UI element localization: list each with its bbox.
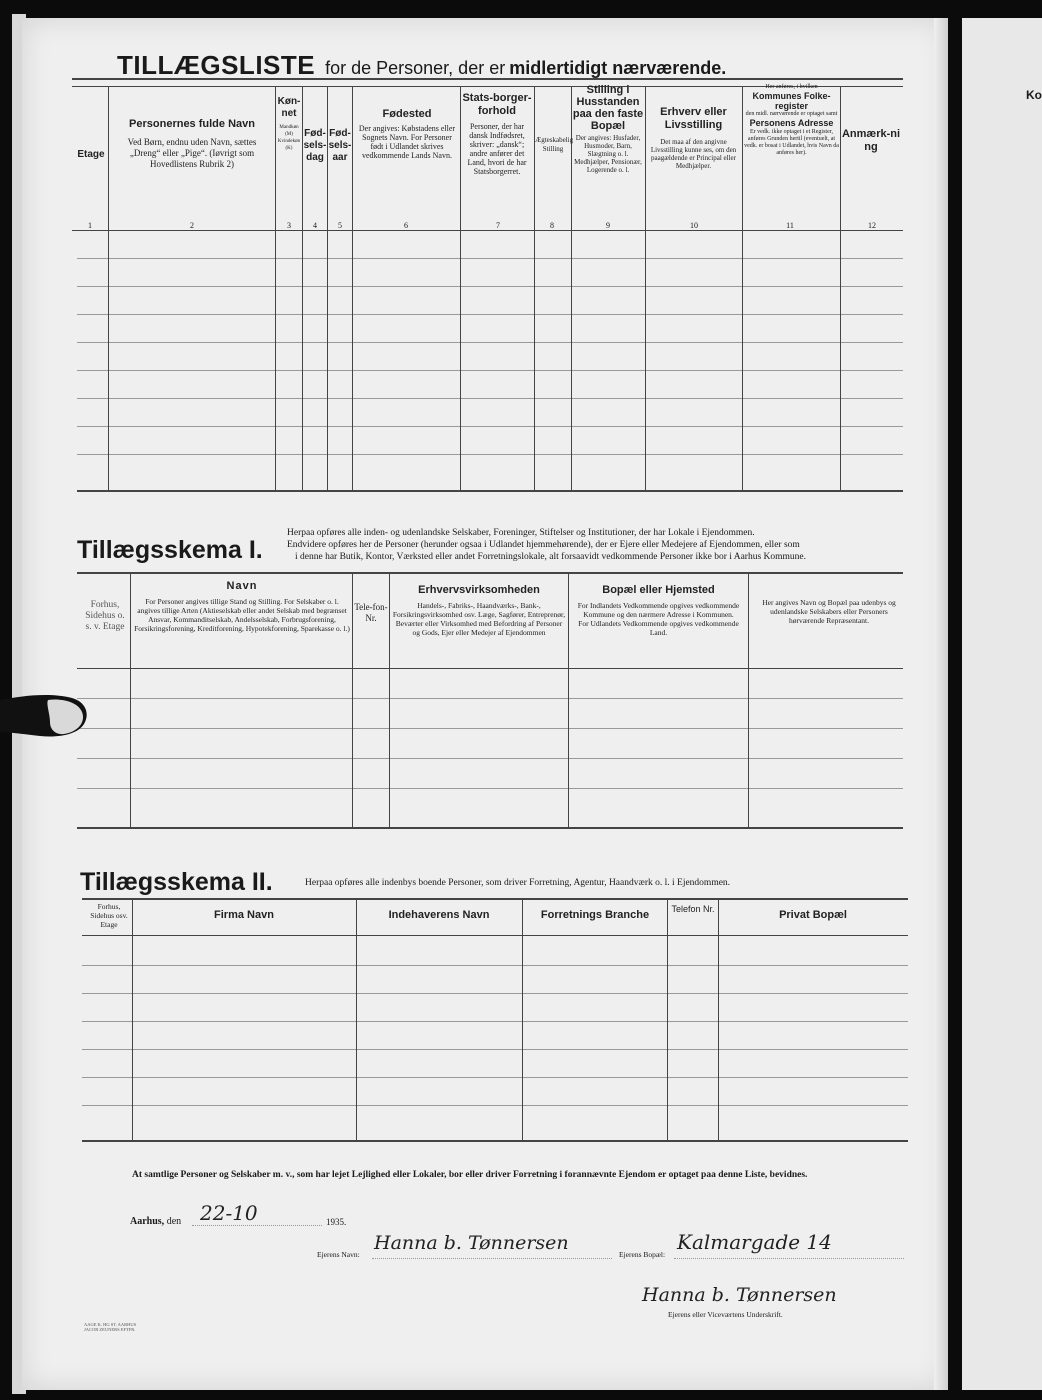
row-line xyxy=(77,370,903,371)
col-number: 6 xyxy=(404,221,408,230)
col-number: 2 xyxy=(190,221,194,230)
form-page xyxy=(22,18,948,1390)
row-line xyxy=(77,698,903,699)
col-number: 11 xyxy=(786,221,794,230)
rule xyxy=(77,572,903,574)
col-number: 7 xyxy=(496,221,500,230)
skema1-intro-line: i denne har Butik, Kontor, Værksted eller andet Forretningslokale, alt forsaavidt vedkommende Personer ikke bor i Aarhus Kommune. xyxy=(295,552,807,562)
owner-name-handwritten: Hanna b. Tønnersen xyxy=(374,1232,569,1254)
date-handwritten: 22-10 xyxy=(200,1201,258,1225)
col-header-koen: Køn-net Mandkøn (M) Kvindekøn (K) xyxy=(277,96,301,151)
declaration-text: At samtlige Personer og Selskaber m. v., som har lejet Lejlighed eller Lokaler, bor eller driver Forretning i forannævnte Ejendom er optaget paa denne Liste, bevidnes. xyxy=(132,1170,808,1180)
row-line xyxy=(77,728,903,729)
col-number: 8 xyxy=(550,221,554,230)
col-header-aegteskabelig: Ægteskabelig Stilling xyxy=(535,136,574,153)
skema2-col-privat-bopael: Privat Bopæl xyxy=(779,909,847,921)
skema1-col-navn: Navn For Personer angives tillige Stand og Stilling. For Selskaber o. l. angives tillige Arten (Aktieselskab eller andet Selskab med begrænset Ansvar, Kommanditselskab, Andelsselskab, Forbrugsforening, Forsikringsforening, Kreditforening, Hypotekforening, Sparekasse o. l.) xyxy=(134,580,350,633)
row-line xyxy=(77,258,903,259)
col-number: 1 xyxy=(88,221,92,230)
col-number: 9 xyxy=(606,221,610,230)
rule xyxy=(77,668,903,669)
col-number: 5 xyxy=(338,221,342,230)
skema2-col-telefon: Telefon Nr. xyxy=(671,904,715,914)
col-line xyxy=(132,898,133,1140)
col-header-etage: Etage xyxy=(77,149,105,160)
col-header-folkeregister: Her anføres, i hvilken Kommunes Folke-register den midl. nærværende er optaget samt Personens Adresse Er vedk. ikke optaget i et Register, anføres Grunden hertil (eventuelt, at vedk. er bosat i Udlandet, hvis Navn da anføres her). xyxy=(744,84,839,156)
skema1-title: Tillægsskema I. xyxy=(77,536,263,564)
year-label: 1935. xyxy=(326,1217,347,1227)
den-label: den xyxy=(166,1216,182,1227)
row-line xyxy=(77,426,903,427)
date-line-rule xyxy=(192,1225,322,1226)
signature-handwritten: Hanna b. Tønnersen xyxy=(642,1284,837,1306)
col-line xyxy=(645,86,646,490)
signature-label: Ejerens eller Viceværtens Underskrift. xyxy=(668,1310,783,1319)
skema2-col-firma: Firma Navn xyxy=(214,909,274,921)
col-number: 12 xyxy=(868,221,876,230)
skema2-intro: Herpaa opføres alle indenbys boende Personer, som driver Forretning, Agentur, Haandværk o. l. i Ejendommen. xyxy=(305,878,731,888)
row-line xyxy=(77,454,903,455)
row-line xyxy=(77,342,903,343)
skema1-col-erhverv: Erhvervsvirksomheden Handels-, Fabriks-, Haandværks-, Bank-, Forsikringsvirksomhed osv. Læge, Sagfører, Entreprenør, Beværter eller Virksomhed med Befordring af Personer og Gods, Ejer eller Medejer af Ejendommen xyxy=(392,584,566,637)
row-line xyxy=(77,286,903,287)
tillaegsliste-subtitle-pre: for de Personer, der er xyxy=(325,58,506,78)
skema2-col-branche: Forretnings Branche xyxy=(540,909,650,921)
col-header-foedselsdag: Fød-sels-dag xyxy=(303,128,327,163)
skema2-col-etage: Forhus, Sidehus osv. Etage xyxy=(90,902,128,929)
skema1-col-telefon: Tele-fon-Nr. xyxy=(354,602,388,623)
row-line xyxy=(77,314,903,315)
owner-name-rule xyxy=(372,1258,612,1259)
next-page xyxy=(962,18,1042,1390)
col-header-erhverv: Erhverv eller Livsstilling Det maa af den angivne Livsstilling kunne ses, om den paagældende er Principal eller Medhjælper. xyxy=(650,106,737,170)
page-binding-shadow xyxy=(934,18,948,1390)
owner-name-label: Ejerens Navn: xyxy=(317,1250,360,1259)
skema1-col-bopael: Bopæl eller Hjemsted For Indlandets Vedkommende opgives vedkommende Kommune og den nærmere Adresse i Kommunen. For Udlandets Vedkommende opgives vedkommende Land. xyxy=(577,584,740,637)
col-line xyxy=(667,898,668,1140)
col-line xyxy=(356,898,357,1140)
row-line xyxy=(82,993,908,994)
col-header-foedselsaar: Fød-sels-aar xyxy=(328,128,352,163)
col-header-foedested: Fødested Der angives: Købstadens eller Sognets Navn. For Personer født i Udlandet skrives vedkommende Lands Navn. xyxy=(358,108,456,160)
rule xyxy=(72,78,903,80)
col-header-stilling: Stilling i Husstanden paa den faste Bopæl Der angives: Husfader, Husmoder, Barn, Slægtning o. l. Medhjælper, Pensionær, Logerende o. l. xyxy=(572,84,644,174)
col-line xyxy=(748,572,749,827)
city-label: Aarhus, xyxy=(130,1216,165,1227)
skema1-col-etage: Forhus, Sidehus o. s. v. Etage xyxy=(85,600,125,632)
rule xyxy=(77,827,903,829)
skema2-title: Tillægsskema II. xyxy=(80,868,273,896)
col-number: 3 xyxy=(287,221,291,230)
row-line xyxy=(77,398,903,399)
col-line xyxy=(522,898,523,1140)
row-line xyxy=(82,965,908,966)
row-line xyxy=(82,1049,908,1050)
col-line xyxy=(460,86,461,490)
owner-address-handwritten: Kalmargade 14 xyxy=(677,1230,832,1254)
col-number: 4 xyxy=(313,221,317,230)
col-header-anmaerkning: Anmærk-ning xyxy=(841,128,901,153)
tillaegsliste-heading xyxy=(117,50,726,81)
row-line xyxy=(77,788,903,789)
col-number: 10 xyxy=(690,221,698,230)
owner-address-rule xyxy=(674,1258,904,1259)
next-page-fragment: Ko xyxy=(1026,88,1042,102)
col-line xyxy=(718,898,719,1140)
row-line xyxy=(82,1105,908,1106)
col-line xyxy=(130,572,131,827)
col-line xyxy=(352,86,353,490)
skema1-intro-line: Endvidere opføres her de Personer (herunder ogsaa i Udlandet hjemmehørende), der er Ejere eller Medejere af Ejendommen, eller som xyxy=(287,540,800,550)
tillaegsliste-title: TILLÆGSLISTE xyxy=(117,50,316,80)
col-line xyxy=(389,572,390,827)
skema2-col-indehaver: Indehaverens Navn xyxy=(388,909,490,921)
row-line xyxy=(82,1077,908,1078)
col-header-statsborger: Stats-borger-forhold Personer, der har dansk Indfødsret, skriver: „dansk“; andre anfører det Land, hvori de har Statsborgerret. xyxy=(462,92,532,176)
printer-imprint: AAGE K. HG ST. AARHUS JACOB ZEUNERS EFTFR. xyxy=(84,1322,137,1332)
rule xyxy=(82,1140,908,1142)
col-header-navn: Personernes fulde Navn Ved Børn, endnu uden Navn, sættes „Dreng“ eller „Pige“. (Iøvrigt som Hovedlistens Rubrik 2) xyxy=(127,118,257,169)
skema1-intro xyxy=(287,527,907,563)
finger-image xyxy=(0,692,88,742)
skema1-col-repraesentant: Her angives Navn og Bopæl paa udenbys og udenlandske Selskabers eller Personers hørværende Repræsentant. xyxy=(762,598,896,625)
rule xyxy=(77,490,903,492)
date-line xyxy=(130,1216,181,1227)
owner-address-label: Ejerens Bopæl: xyxy=(619,1250,666,1259)
rule xyxy=(82,898,908,900)
col-line xyxy=(108,86,109,490)
rule xyxy=(72,230,903,231)
rule xyxy=(82,935,908,936)
col-line xyxy=(568,572,569,827)
skema1-intro-line: Herpaa opføres alle inden- og udenlandske Selskaber, Foreninger, Stiftelser og Institutioner, der har Lokale i Ejendommen. xyxy=(287,528,755,538)
row-line xyxy=(82,1021,908,1022)
tillaegsliste-subtitle-bold: midlertidigt nærværende. xyxy=(509,58,727,78)
row-line xyxy=(77,758,903,759)
